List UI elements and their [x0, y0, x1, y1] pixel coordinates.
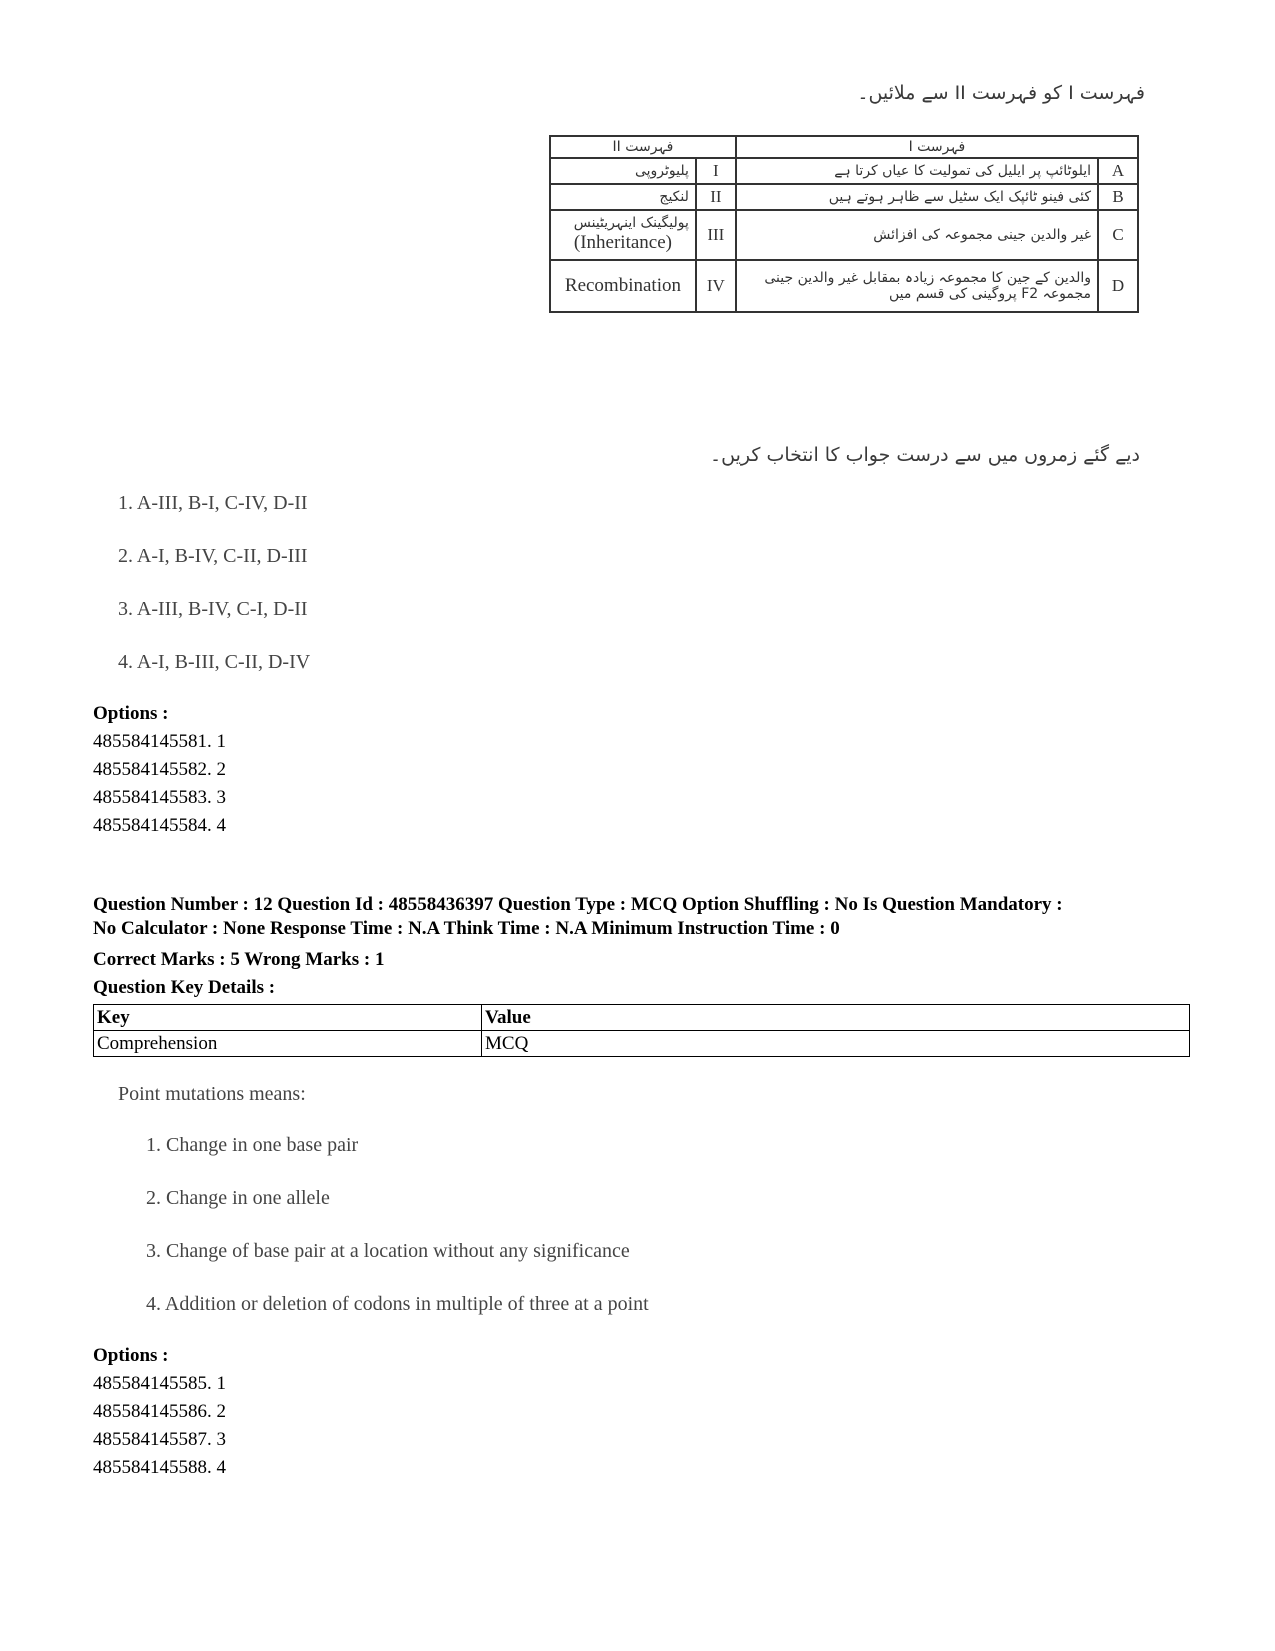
roman-numeral: I: [696, 158, 736, 184]
q2-image-option: 2. Change in one allele: [146, 1187, 330, 1209]
q2-meta-line-1: Question Number : 12 Question Id : 48558436397 Question Type : MCQ Option Shuffling : No Is Question Mandatory :: [93, 894, 1063, 915]
match-table-header: [550, 136, 1138, 158]
q2-option-id: 485584145587. 3: [93, 1429, 226, 1450]
key-header: Key: [94, 1005, 482, 1031]
list-1-header: فہرست I: [736, 136, 1138, 158]
roman-numeral: II: [696, 184, 736, 210]
item-letter: A: [1098, 158, 1138, 184]
q1-option-id: 485584145581. 1: [93, 731, 226, 752]
key-table-header: [94, 1005, 1190, 1031]
match-text-en: (Inheritance): [573, 232, 672, 253]
match-text: پولیگینک اینہریٹینس: [573, 215, 689, 231]
q2-key-details-label: Question Key Details :: [93, 977, 276, 998]
item-text: ایلوٹائپ پر ایلیل کی تمولیت کا عیاں کرتا ہے: [736, 158, 1098, 184]
item-letter: D: [1098, 260, 1138, 312]
q2-image-option: 3. Change of base pair at a location without any significance: [146, 1240, 630, 1262]
q2-marks: Correct Marks : 5 Wrong Marks : 1: [93, 949, 385, 970]
match-text: پلیوٹروپی: [550, 158, 696, 184]
q2-image-option: 4. Addition or deletion of codons in multiple of three at a point: [146, 1293, 649, 1315]
item-text: کئی فینو ٹائپک ایک سٹیل سے ظاہر ہوتے ہیں: [736, 184, 1098, 210]
value-cell: MCQ: [482, 1031, 1190, 1057]
q1-image-option: 3. A-III, B-IV, C-I, D-II: [118, 598, 308, 620]
q1-instruction: فہرست I کو فہرست II سے ملائیں۔: [857, 82, 1145, 104]
item-letter: B: [1098, 184, 1138, 210]
q1-option-id: 485584145584. 4: [93, 815, 226, 836]
match-row-a: [550, 158, 1138, 184]
key-cell: Comprehension: [94, 1031, 482, 1057]
value-header: Value: [482, 1005, 1190, 1031]
list-2-header: فہرست II: [550, 136, 736, 158]
q2-meta-line-2: No Calculator : None Response Time : N.A Think Time : N.A Minimum Instruction Time : 0: [93, 918, 840, 939]
match-cell: [550, 210, 696, 260]
q1-image-option: 4. A-I, B-III, C-II, D-IV: [118, 651, 311, 673]
roman-numeral: III: [696, 210, 736, 260]
q2-option-id: 485584145586. 2: [93, 1401, 226, 1422]
item-letter: C: [1098, 210, 1138, 260]
match-text: لنکیج: [550, 184, 696, 210]
q2-option-id: 485584145585. 1: [93, 1373, 226, 1394]
match-row-d: [550, 260, 1138, 312]
q1-choose-instruction: دیے گئے زمروں میں سے درست جواب کا انتخاب کریں۔: [710, 444, 1140, 466]
q1-option-id: 485584145582. 2: [93, 759, 226, 780]
q1-image-option: 1. A-III, B-I, C-IV, D-II: [118, 492, 308, 514]
key-details-table: [93, 1004, 1190, 1057]
match-text: Recombination: [550, 260, 696, 312]
item-text: غیر والدین جینی مجموعہ کی افزائش: [736, 210, 1098, 260]
roman-numeral: IV: [696, 260, 736, 312]
q2-stem: Point mutations means:: [118, 1083, 306, 1105]
item-text: والدین کے جین کا مجموعہ زیادہ بمقابل غیر والدین جینی مجموعہ F2 پروگینی کی قسم میں: [736, 260, 1098, 312]
q2-meta: [93, 893, 1193, 941]
q2-options-label: Options :: [93, 1345, 169, 1366]
q1-option-id: 485584145583. 3: [93, 787, 226, 808]
key-table-row: [94, 1031, 1190, 1057]
q2-image-option: 1. Change in one base pair: [146, 1134, 359, 1156]
match-row-b: [550, 184, 1138, 210]
q1-options-label: Options :: [93, 703, 169, 724]
match-table: [549, 135, 1139, 313]
q2-option-id: 485584145588. 4: [93, 1457, 226, 1478]
q1-image-option: 2. A-I, B-IV, C-II, D-III: [118, 545, 308, 567]
match-row-c: [550, 210, 1138, 260]
